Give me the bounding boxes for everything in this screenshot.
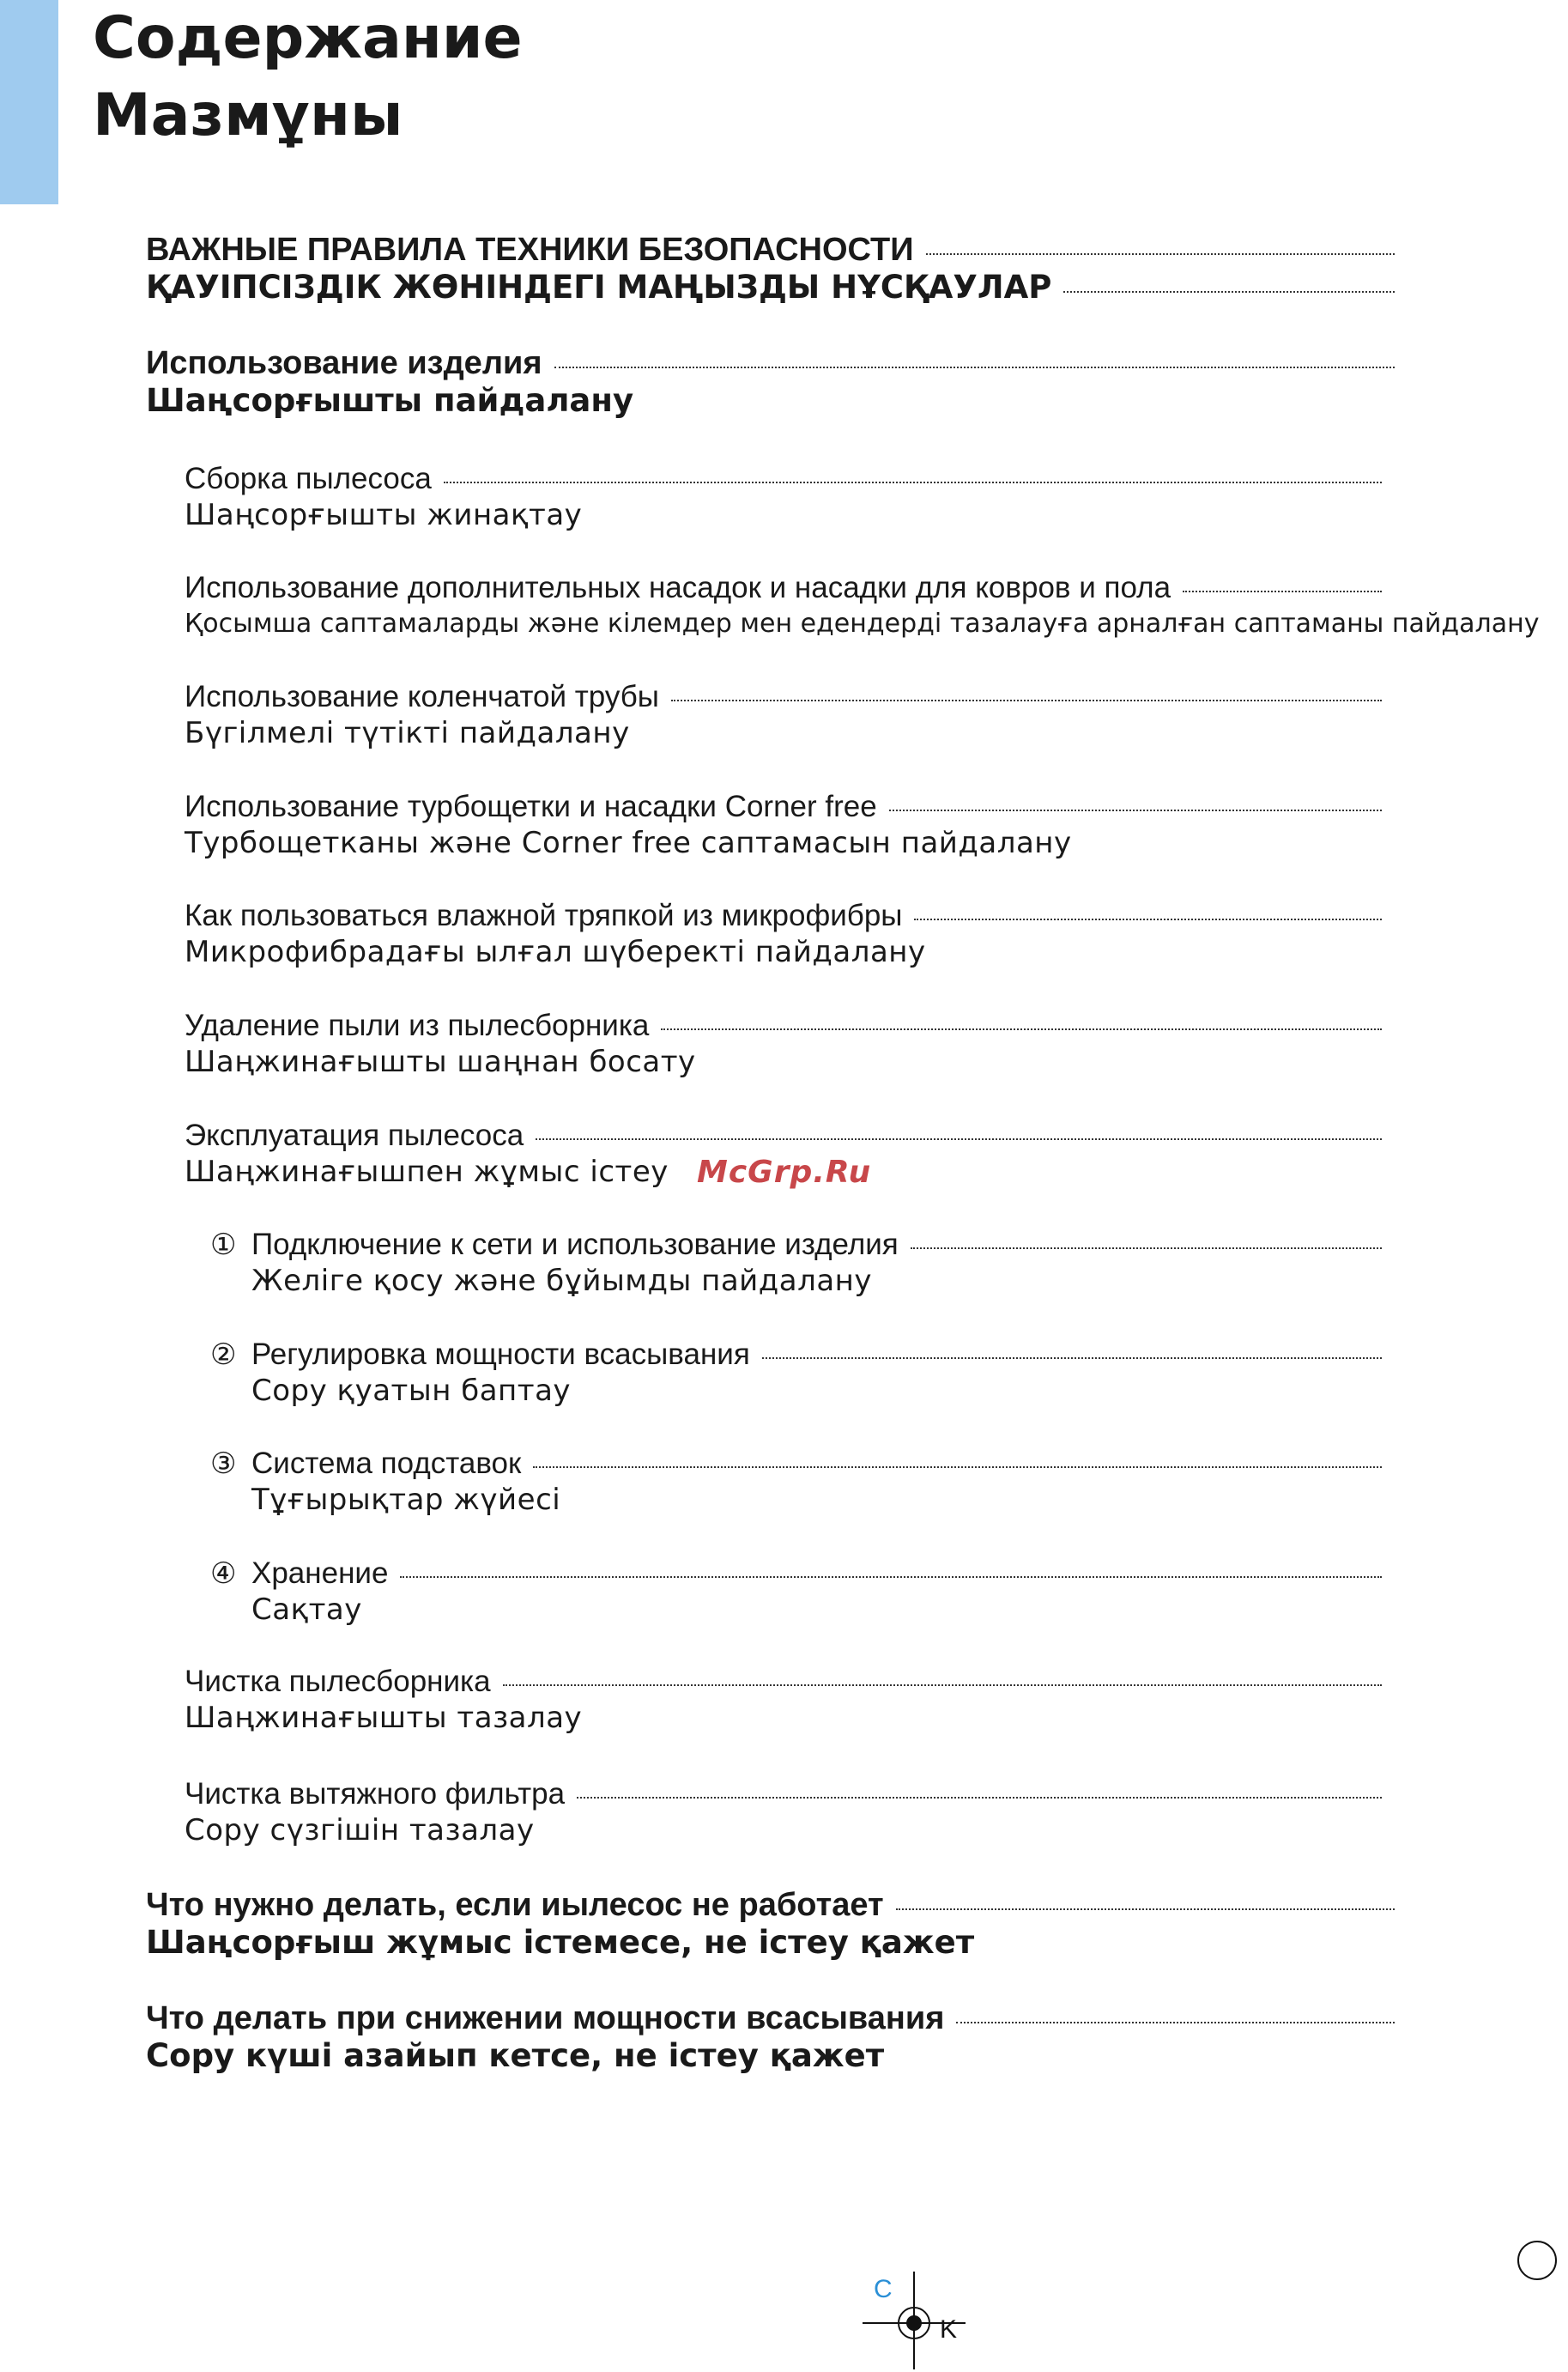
toc-bin-cleaning-ru: Чистка пылесборника bbox=[185, 1665, 491, 1698]
toc-sub-entry-1[interactable] bbox=[210, 1227, 1382, 1299]
toc-bin-cleaning-kz: Шаңжинағышты тазалау bbox=[185, 1701, 583, 1735]
sub-number: ② bbox=[210, 1338, 237, 1372]
toc-safety-kz: ҚАУІПСІЗДІК ЖӨНІНДЕГІ МАҢЫЗДЫ НҰСҚАУЛАР bbox=[146, 269, 1052, 306]
leader-dots bbox=[503, 1684, 1382, 1686]
toc-assembly-kz: Шаңсорғышты жинақтау bbox=[185, 498, 583, 532]
leader-dots bbox=[444, 482, 1382, 483]
toc-safety-ru: ВАЖНЫЕ ПРАВИЛА ТЕХНИКИ БЕЗОПАСНОСТИ bbox=[146, 232, 914, 268]
print-mark-c: C bbox=[874, 2275, 893, 2303]
leader-dots bbox=[577, 1797, 1382, 1799]
leader-dots bbox=[956, 2022, 1395, 2023]
toc-dust-removal-kz: Шаңжинағышты шаңнан босату bbox=[185, 1045, 696, 1079]
leader-dots bbox=[911, 1247, 1382, 1249]
toc-sub-3-ru: Система подставок bbox=[251, 1447, 522, 1480]
leader-dots bbox=[1183, 591, 1382, 592]
toc-sub-4-ru: Хранение bbox=[251, 1556, 389, 1590]
toc-entry-exhaust-filter[interactable] bbox=[185, 1776, 1382, 1848]
toc-bent-tube-ru: Использование коленчатой трубы bbox=[185, 680, 659, 713]
leader-dots bbox=[762, 1357, 1382, 1359]
leader-dots bbox=[914, 919, 1382, 920]
leader-dots bbox=[554, 367, 1395, 368]
toc-entry-attachments[interactable] bbox=[185, 570, 1540, 642]
toc-entry-dust-removal[interactable] bbox=[185, 1008, 1382, 1080]
toc-dust-removal-ru: Удаление пыли из пылесборника bbox=[185, 1009, 650, 1042]
toc-sub-1-kz: Желіге қосу және бұйымды пайдалану bbox=[251, 1264, 873, 1298]
toc-entry-microfiber[interactable] bbox=[185, 898, 1382, 970]
leader-dots bbox=[1063, 291, 1395, 293]
toc-entry-turbo-brush[interactable] bbox=[185, 789, 1382, 861]
toc-sub-2-kz: Сору қуатын баптау bbox=[251, 1374, 572, 1408]
toc-operation-kz: Шаңжинағышпен жұмыс істеу bbox=[185, 1155, 669, 1189]
title-kz: Мазмұны bbox=[93, 82, 403, 149]
toc-sub-entry-3[interactable] bbox=[210, 1446, 1382, 1518]
toc-microfiber-kz: Микрофибрадағы ылғал шүберекті пайдалану bbox=[185, 935, 926, 969]
toc-sub-entry-2[interactable] bbox=[210, 1337, 1382, 1409]
leader-dots bbox=[896, 1908, 1395, 1910]
sub-number: ① bbox=[210, 1228, 237, 1262]
toc-usage-kz: Шаңсорғышты пайдалану bbox=[146, 382, 634, 419]
toc-turbo-brush-kz: Турбощетканы және Corner free саптамасын пайдалану bbox=[185, 826, 1072, 860]
toc-assembly-ru: Сборка пылесоса bbox=[185, 462, 432, 495]
sub-number: ③ bbox=[210, 1447, 237, 1481]
toc-suction-loss-ru: Что делать при снижении мощности всасывания bbox=[146, 2000, 945, 2036]
title-ru: Содержание bbox=[93, 4, 523, 72]
leader-dots bbox=[536, 1138, 1382, 1140]
leader-dots bbox=[400, 1576, 1382, 1578]
toc-sub-entry-4[interactable] bbox=[210, 1556, 1382, 1628]
page-marker-circle bbox=[1517, 2241, 1557, 2280]
toc-entry-assembly[interactable] bbox=[185, 461, 1382, 533]
leader-dots bbox=[661, 1028, 1382, 1030]
toc-turbo-brush-ru: Использование турбощетки и насадки Corner free bbox=[185, 790, 877, 823]
leader-dots bbox=[926, 253, 1395, 255]
toc-entry-usage[interactable] bbox=[146, 345, 1395, 419]
toc-microfiber-ru: Как пользоваться влажной тряпкой из микрофибры bbox=[185, 899, 903, 932]
watermark-text: McGrp.Ru bbox=[697, 1155, 872, 1190]
toc-troubleshooting-ru: Что нужно делать, если иылесос не работает bbox=[146, 1887, 884, 1923]
toc-entry-suction-loss[interactable] bbox=[146, 2000, 1395, 2074]
sub-number: ④ bbox=[210, 1556, 237, 1591]
toc-bent-tube-kz: Бүгілмелі түтікті пайдалану bbox=[185, 716, 630, 750]
toc-sub-4-kz: Сақтау bbox=[251, 1592, 362, 1627]
toc-troubleshooting-kz: Шаңсорғыш жұмыс істемесе, не істеу қажет bbox=[146, 1924, 975, 1961]
toc-exhaust-filter-kz: Сору сүзгішін тазалау bbox=[185, 1813, 535, 1847]
toc-sub-3-kz: Тұғырықтар жүйесі bbox=[251, 1483, 561, 1517]
toc-attachments-kz: Қосымша саптамаларды және кілемдер мен едендерді тазалауға арналған саптаманы пайдалану bbox=[185, 609, 1540, 639]
toc-operation-ru: Эксплуатация пылесоса bbox=[185, 1119, 524, 1152]
print-mark-k: K bbox=[940, 2315, 958, 2344]
toc-exhaust-filter-ru: Чистка вытяжного фильтра bbox=[185, 1777, 566, 1811]
toc-entry-troubleshooting[interactable] bbox=[146, 1887, 1395, 1961]
leader-dots bbox=[671, 700, 1382, 701]
toc-attachments-ru: Использование дополнительных насадок и насадки для ковров и пола bbox=[185, 571, 1171, 604]
toc-entry-bin-cleaning[interactable] bbox=[185, 1664, 1382, 1736]
toc-entry-bent-tube[interactable] bbox=[185, 679, 1382, 751]
toc-sub-2-ru: Регулировка мощности всасывания bbox=[251, 1338, 750, 1371]
toc-sub-1-ru: Подключение к сети и использование изделия bbox=[251, 1228, 899, 1261]
leader-dots bbox=[533, 1466, 1382, 1468]
toc-entry-safety[interactable] bbox=[146, 232, 1395, 306]
toc-suction-loss-kz: Сору күші азайып кетсе, не істеу қажет bbox=[146, 2037, 885, 2074]
leader-dots bbox=[889, 810, 1382, 811]
toc-usage-ru: Использование изделия bbox=[146, 345, 542, 381]
